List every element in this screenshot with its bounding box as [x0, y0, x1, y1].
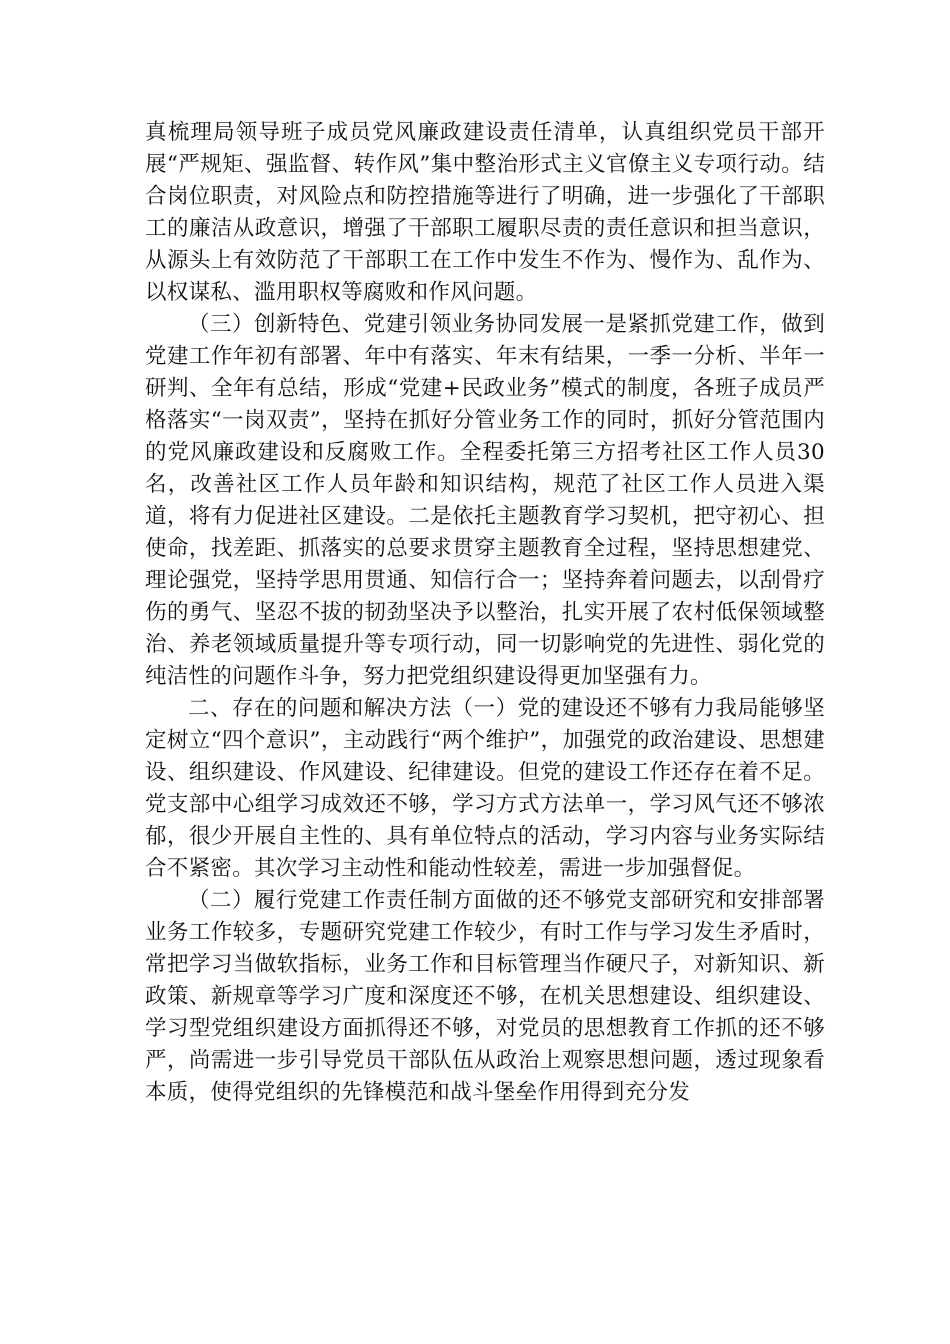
document-page: [145, 117, 825, 1109]
paragraph-2: （三）创新特色、党建引领业务协同发展一是紧抓党建工作，做到党建工作年初有部署、年中有落实、年末有结果，一季一分析、半年一研判、全年有总结，形成“党建+民政业务”模式的制度，各班子成员严格落实“一岗双责”，坚持在抓好分管业务工作的同时，抓好分管范围内的党风廉政建设和反腐败工作。全程委托第三方招考社区工作人员30名，改善社区工作人员年龄和知识结构，规范了社区工作人员进入渠道，将有力促进社区建设。二是依托主题教育学习契机，把守初心、担使命，找差距、抓落实的总要求贯穿主题教育全过程，坚持思想建党、理论强党，坚持学思用贯通、知信行合一；坚持奔着问题去，以刮骨疗伤的勇气、坚忍不拔的韧劲坚决予以整治，扎实开展了农村低保领域整治、养老领域质量提升等专项行动，同一切影响党的先进性、弱化党的纯洁性的问题作斗争，努力把党组织建设得更加坚强有力。: [145, 312, 825, 689]
paragraph-4: （二）履行党建工作责任制方面做的还不够党支部研究和安排部署业务工作较多，专题研究党建工作较少，有时工作与学习发生矛盾时，常把学习当做软指标，业务工作和目标管理当作硬尺子，对新知识、新政策、新规章等学习广度和深度还不够，在机关思想建设、组织建设、学习型党组织建设方面抓得还不够，对党员的思想教育工作抓的还不够严，尚需进一步引导党员干部队伍从政治上观察思想问题，透过现象看本质，使得党组织的先锋模范和战斗堡垒作用得到充分发: [145, 888, 825, 1105]
paragraph-1: 真梳理局领导班子成员党风廉政建设责任清单，认真组织党员干部开展“严规矩、强监督、转作风”集中整治形式主义官僚主义专项行动。结合岗位职责，对风险点和防控措施等进行了明确，进一步强化了干部职工的廉洁从政意识，增强了干部职工履职尽责的责任意识和担当意识，从源头上有效防范了干部职工在工作中发生不作为、慢作为、乱作为、以权谋私、滥用职权等腐败和作风问题。: [145, 120, 825, 305]
paragraph-3: 二、存在的问题和解决方法（一）党的建设还不够有力我局能够坚定树立“四个意识”，主动践行“两个维护”，加强党的政治建设、思想建设、组织建设、作风建设、纪律建设。但党的建设工作还存在着不足。党支部中心组学习成效还不够，学习方式方法单一，学习风气还不够浓郁，很少开展自主性的、具有单位特点的活动，学习内容与业务实际结合不紧密。其次学习主动性和能动性较差，需进一步加强督促。: [145, 696, 825, 881]
